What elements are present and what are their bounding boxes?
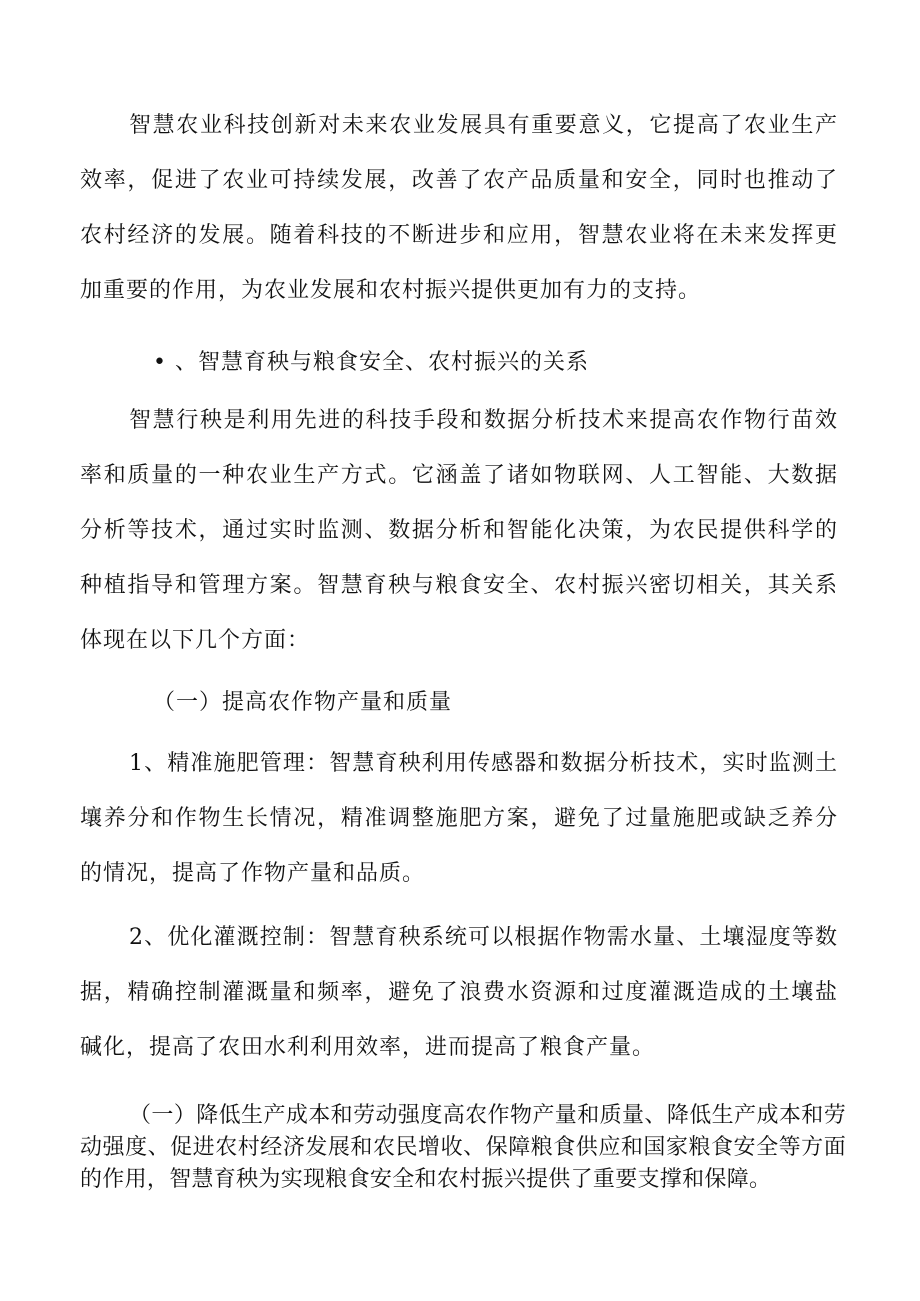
paragraph-definition: 智慧行秧是利用先进的科技手段和数据分析技术来提高农作物行苗效率和质量的一种农业生产方式。它涵盖了诸如物联网、人工智能、大数据分析等技术，通过实时监测、数据分析和智能化决策，为农民提供科学的种植指导和管理方案。智慧育秧与粮食安全、农村振兴密切相关，其关系体现在以下几个方面： — [80, 408, 838, 653]
section-heading: • 、智慧育秧与粮食安全、农村振兴的关系 — [153, 350, 589, 375]
paragraph-intro: 智慧农业科技创新对未来农业发展具有重要意义，它提高了农业生产效率，促进了农业可持续发展，改善了农产品质量和安全，同时也推动了农村经济的发展。随着科技的不断进步和应用，智慧农业将在未来发挥更加重要的作用，为农业发展和农村振兴提供更加有力的支持。 — [80, 113, 838, 303]
paragraph-fertilizer: 1、精准施肥管理：智慧育秧利用传感器和数据分析技术，实时监测土壤养分和作物生长情况，精准调整施肥方案，避免了过量施肥或缺乏养分的情况，提高了作物产量和品质。 — [80, 751, 838, 886]
subsection-heading: （一）提高农作物产量和质量 — [153, 690, 453, 715]
paragraph-summary: （一）降低生产成本和劳动强度高农作物产量和质量、降低生产成本和劳动强度、促进农村经济发展和农民增收、保障粮食供应和国家粮食安全等方面的作用，智慧育秧为实现粮食安全和农村振兴提供了重要支撑和保障。 — [80, 1103, 846, 1192]
paragraph-irrigation: 2、优化灌溉控制：智慧育秧系统可以根据作物需水量、土壤湿度等数据，精确控制灌溉量和频率，避免了浪费水资源和过度灌溉造成的土壤盐碱化，提高了农田水利利用效率，进而提高了粮食产量。 — [80, 925, 838, 1060]
